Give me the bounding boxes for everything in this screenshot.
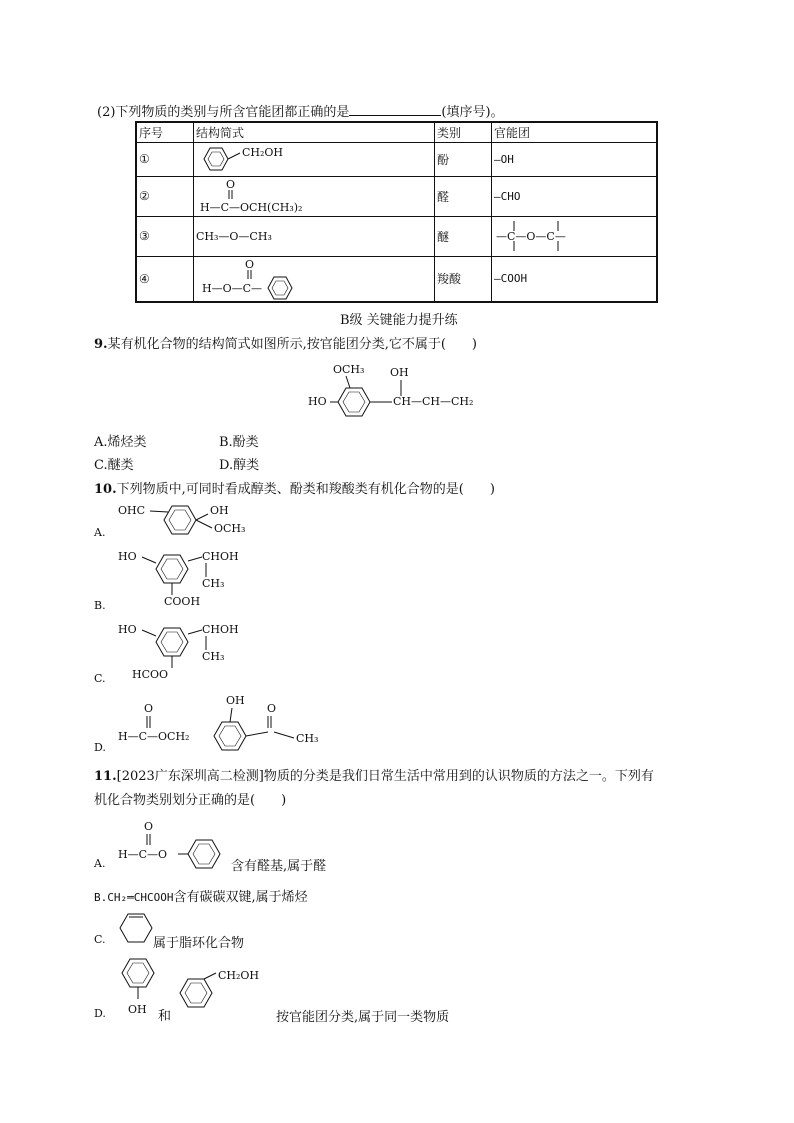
struct-formula: H—C—OCH(CH₃)₂ [200,200,303,214]
header-group: 官能团 [492,122,658,142]
q10-option-d-structure[interactable] [118,692,338,754]
q9-stem: 9.某有机化合物的结构简式如图所示,按官能团分类,它不属于( ) [94,337,477,352]
row-group: —COOH [492,256,658,302]
benzene-ring-icon [116,955,156,1005]
q8-2-stem: (2)下列物质的类别与所含官能团都正确的是 (填序号)。 [97,105,504,120]
label-ch3: CH₃ [296,732,319,745]
benzene-ring-icon [260,273,300,303]
label-choh: CHOH [202,550,239,563]
q11-option-c-structure[interactable] [116,910,316,950]
label-ohc: OHC [118,504,146,517]
row-category: 醛 [435,176,492,216]
q11-stem-line1: 11.[2023广东深圳高二检测]物质的分类是我们日常生活中常用到的认识物质的方法之一。下列有 [94,769,654,784]
q11-stem-line2: 机化合物类别划分正确的是( ) [94,793,287,808]
label-o: O [267,702,277,715]
label-oh: OH [128,1003,147,1016]
q11-option-d-text: 按官能团分类,属于同一类物质 [276,1010,450,1025]
label-ho: HO [308,395,327,408]
benzene-ring-icon [118,545,218,605]
q11-option-d-label[interactable]: D. [94,1007,106,1020]
benzene-ring-icon [116,818,236,874]
q10-option-c-label[interactable]: C. [94,672,106,685]
benzene-ring-icon [118,618,218,678]
row-category: 醚 [435,216,492,256]
label-oh: OH [210,504,229,517]
benzene-ring-icon [300,360,400,420]
table-row [136,256,657,302]
struct-formula: H—O—C— [202,281,263,295]
label-chain: CH—CH—CH₂ [393,395,474,408]
row-num: ② [136,176,194,216]
q9-option-d[interactable]: D.醇类 [219,458,260,473]
label-hc: H—C—OCH₂ [118,730,190,743]
row-struct [194,142,435,176]
table-header-row [136,122,657,142]
struct-o: O [226,177,236,191]
q11-option-b[interactable]: B.CH₂═CHCOOH含有碳碳双键,属于烯烃 [94,890,308,905]
answer-blank[interactable] [349,103,441,116]
row-struct [194,176,435,216]
q10-option-b-label[interactable]: B. [94,599,106,612]
label-oh: OH [226,694,245,707]
q11-option-c-label[interactable]: C. [94,933,106,946]
row-struct: CH₃—O—CH₃ [194,216,435,256]
cyclohexene-icon [116,910,156,946]
row-struct [194,256,435,302]
benzene-ring-icon [118,692,318,754]
label-ho: HO [118,623,137,636]
struct-o: O [245,257,255,271]
label-hcoo: HCOO [132,668,169,681]
label-oh: OH [390,366,409,379]
table-row [136,176,657,216]
row-category: 羧酸 [435,256,492,302]
row-num: ① [136,142,194,176]
label-ho: HO [118,550,137,563]
double-bond-icon [248,270,254,280]
struct-ch2oh: CH₂OH [242,145,284,159]
label-o: O [144,702,154,715]
benzene-ring-icon [118,500,218,540]
q10-option-c-structure[interactable] [118,618,278,688]
label-och3: OCH₃ [333,363,365,376]
q9-option-a[interactable]: A.烯烃类 [94,435,147,450]
label-ch3: CH₃ [202,650,225,663]
q10-stem: 10.下列物质中,可同时看成醇类、酚类和羧酸类有机化合物的是( ) [94,482,495,497]
q11-option-a-label[interactable]: A. [94,857,106,870]
q10-option-a-structure[interactable] [118,500,258,540]
q9-option-b[interactable]: B.酚类 [219,435,259,450]
classification-table [135,121,658,303]
row-num: ③ [136,216,194,256]
label-o: O [144,820,154,833]
q11-option-d-structure[interactable] [116,955,496,1025]
benzene-ring-icon [200,144,240,174]
q11-option-a-text: 含有醛基,属于醛 [231,859,327,874]
header-num: 序号 [136,122,194,142]
label-choh: CHOH [202,623,239,636]
table-row [136,142,657,176]
row-category: 酚 [435,142,492,176]
row-group: —OH [492,142,658,176]
q10-option-a-label[interactable]: A. [94,526,106,539]
label-och3: OCH₃ [214,522,246,535]
row-group: —CHO [492,176,658,216]
label-hco: H—C—O [118,848,168,861]
label-cooh: COOH [164,595,201,608]
section-title: B级 关键能力提升练 [340,313,458,328]
q9-structure [300,360,500,420]
q11-option-c-text: 属于脂环化合物 [153,936,245,951]
header-struct: 结构简式 [194,122,435,142]
group-formula: —C—O—C— [496,230,566,243]
q10-option-b-structure[interactable] [118,545,278,615]
label-ch2oh: CH₂OH [218,969,260,982]
q10-option-d-label[interactable]: D. [94,741,106,754]
row-group [492,216,658,256]
table-row [136,216,657,256]
header-category: 类别 [435,122,492,142]
double-bond-icon [229,190,235,200]
row-num: ④ [136,256,194,302]
q11-option-a-structure[interactable] [116,818,366,874]
q9-option-c[interactable]: C.醚类 [94,458,134,473]
label-ch3: CH₃ [202,577,225,590]
label-he: 和 [158,1009,172,1024]
